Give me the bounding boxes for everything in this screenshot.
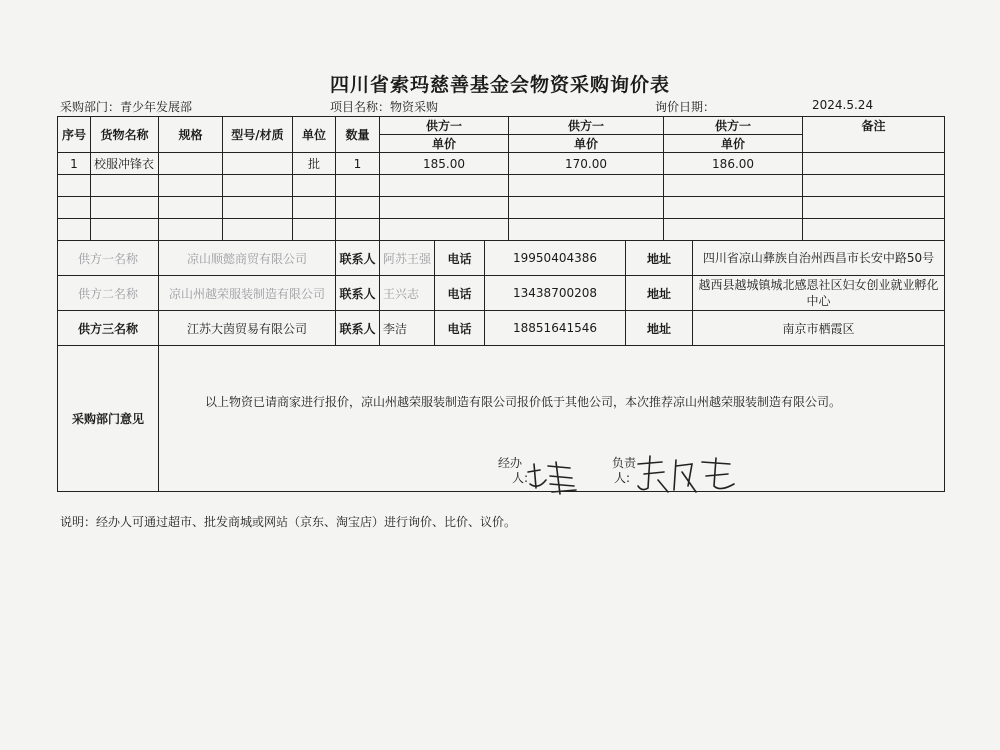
handler-label-line2: 人: [512,471,529,485]
address-label: 地址 [626,311,693,346]
contact-label: 联系人 [336,276,380,311]
item-model [223,153,293,175]
phone-number: 19950404386 [485,241,626,276]
supplier-row [58,276,945,311]
phone-number: 13438700208 [485,276,626,311]
contact-label: 联系人 [336,241,380,276]
inquiry-date-label: 询价日期： [655,100,716,114]
leader-signature [632,452,742,498]
header-unit-price-1: 单价 [380,135,509,153]
inquiry-table [57,116,945,492]
address-label: 地址 [626,276,693,311]
inquiry-date-value: 2024.5.24 [812,98,874,112]
address-value: 四川省凉山彝族自治州西昌市长安中路50号 [693,241,945,276]
item-no: 1 [58,153,91,175]
opinion-text: 以上物资已请商家进行报价，凉山州越荣服装制造有限公司报价低于其他公司，本次推荐凉山州越荣服装制造有限公司。 [205,395,842,409]
item-unit: 批 [293,153,336,175]
handler-label-line1: 经办 [498,456,523,470]
item-price-1: 185.00 [380,153,509,175]
header-supplier-3: 供方一 [664,117,803,135]
contact-name: 王兴志 [380,276,435,311]
table-row-empty [58,219,945,241]
header-spec: 规格 [159,117,223,153]
address-label: 地址 [626,241,693,276]
leader-label-line1: 负责 [612,456,637,470]
header-unit-price-2: 单价 [509,135,664,153]
item-price-2: 170.00 [509,153,664,175]
header-qty: 数量 [336,117,380,153]
item-qty: 1 [336,153,380,175]
header-supplier-1: 供方一 [380,117,509,135]
item-price-3: 186.00 [664,153,803,175]
opinion-label: 采购部门意见 [58,346,159,492]
phone-label: 电话 [435,276,485,311]
handler-signature [520,458,580,498]
supplier-label: 供方一名称 [58,241,159,276]
table-row [58,153,945,175]
header-model: 型号/材质 [223,117,293,153]
item-spec [159,153,223,175]
supplier-label: 供方三名称 [58,311,159,346]
contact-name: 阿苏王强 [380,241,435,276]
purchasing-dept: 采购部门：青少年发展部 [60,100,193,114]
supplier-row [58,311,945,346]
supplier-name: 凉山顺懿商贸有限公司 [159,241,336,276]
supplier-label: 供方二名称 [58,276,159,311]
header-remark: 备注 [803,117,945,153]
item-goods: 校服冲锋衣 [91,153,159,175]
phone-label: 电话 [435,311,485,346]
address-value: 越西县越城镇城北感恩社区妇女创业就业孵化中心 [693,276,945,311]
header-unit: 单位 [293,117,336,153]
leader-label-line2: 人: [614,471,631,485]
supplier-row [58,241,945,276]
header-goods: 货物名称 [91,117,159,153]
header-no: 序号 [58,117,91,153]
contact-label: 联系人 [336,311,380,346]
footnote: 说明：经办人可通过超市、批发商城或网站（京东、淘宝店）进行询价、比价、议价。 [60,515,517,529]
address-value: 南京市栖霞区 [693,311,945,346]
phone-number: 18851641546 [485,311,626,346]
header-unit-price-3: 单价 [664,135,803,153]
project-name: 项目名称：物资采购 [330,100,439,114]
supplier-name: 江苏大茵贸易有限公司 [159,311,336,346]
contact-name: 李洁 [380,311,435,346]
header-supplier-2: 供方一 [509,117,664,135]
item-remark [803,153,945,175]
phone-label: 电话 [435,241,485,276]
page-title: 四川省索玛慈善基金会物资采购询价表 [329,74,670,96]
table-row-empty [58,197,945,219]
table-row-empty [58,175,945,197]
supplier-name: 凉山州越荣服装制造有限公司 [159,276,336,311]
